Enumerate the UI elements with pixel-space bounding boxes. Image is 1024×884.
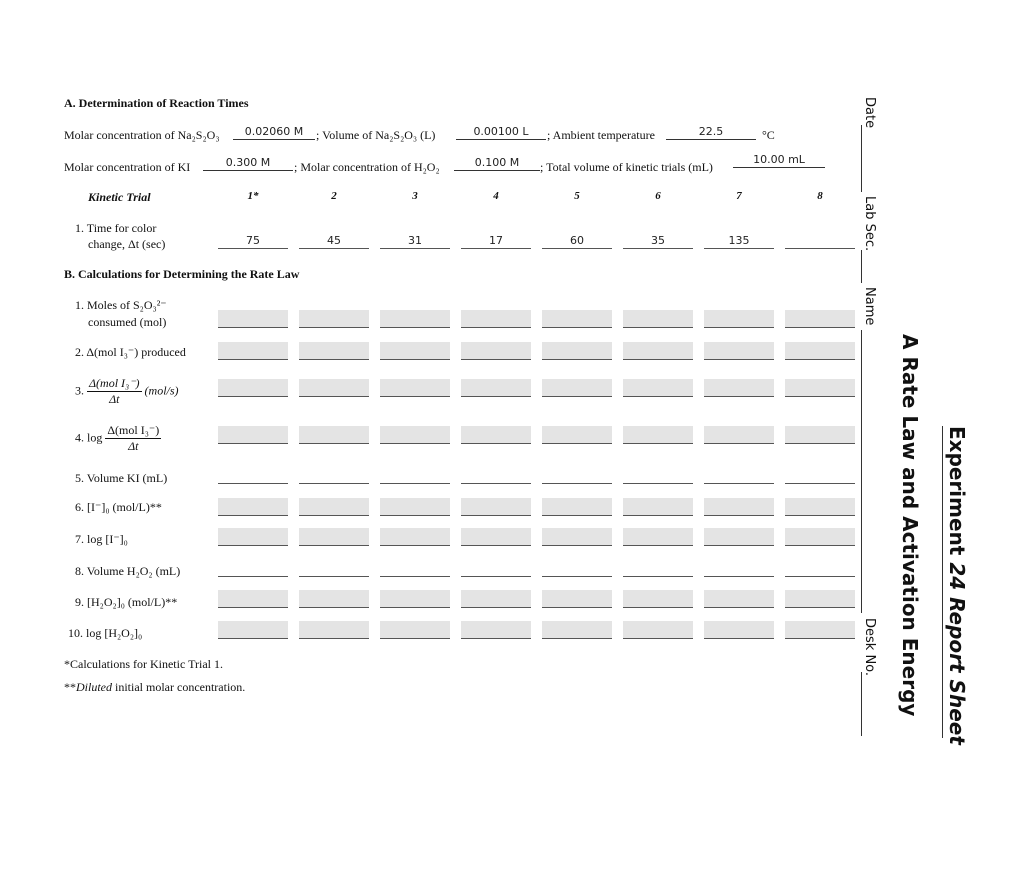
moles-consumed-trial-1-cell[interactable] — [218, 310, 288, 328]
time-label-line2: change, Δt (sec) — [88, 237, 166, 251]
trial-7-header: 7 — [736, 190, 742, 202]
footnote-2-stars: ** — [64, 680, 76, 694]
trial-1-header: 1* — [247, 190, 259, 202]
time-label-line1: 1. Time for color — [75, 221, 157, 235]
iodide-conc-trial-6-cell[interactable] — [623, 498, 693, 516]
volume-h2o2-trial-5-cell[interactable] — [542, 576, 612, 577]
trial-6-header: 6 — [655, 190, 661, 202]
moles-consumed-trial-7-cell[interactable] — [704, 310, 774, 328]
volume-ki-trial-2-cell[interactable] — [299, 483, 369, 484]
log-iodide-trial-7-cell[interactable] — [704, 528, 774, 546]
iodide-conc-trial-5-cell[interactable] — [542, 498, 612, 516]
peroxide-conc-trial-2-cell[interactable] — [299, 590, 369, 608]
time-trial-6: 35 — [623, 234, 693, 249]
kinetic-trial-header: Kinetic Trial — [88, 190, 151, 204]
row6-label: 6. [I⁻]₀ (mol/L)** — [75, 500, 162, 514]
peroxide-conc-trial-5-cell[interactable] — [542, 590, 612, 608]
volume-h2o2-trial-6-cell[interactable] — [623, 576, 693, 577]
trial-4-header: 4 — [493, 190, 499, 202]
h2o2-concentration-value: 0.100 M — [454, 156, 540, 171]
rate-trial-6-cell[interactable] — [623, 379, 693, 397]
temperature-unit: °C — [762, 128, 775, 142]
iodide-conc-trial-7-cell[interactable] — [704, 498, 774, 516]
row3-fraction — [87, 376, 142, 407]
date-line — [861, 125, 862, 192]
log-rate-trial-2-cell[interactable] — [299, 426, 369, 444]
row1-label-line2: consumed (mol) — [88, 315, 167, 329]
volume-h2o2-trial-4-cell[interactable] — [461, 576, 531, 577]
log-rate-trial-1-cell[interactable] — [218, 426, 288, 444]
row4-fraction — [105, 423, 161, 454]
experiment-title — [945, 426, 969, 745]
section-a-title: A. Determination of Reaction Times — [64, 96, 249, 110]
iodide-conc-trial-1-cell[interactable] — [218, 498, 288, 516]
date-label: Date — [862, 97, 877, 129]
total-volume-value: 10.00 mL — [733, 153, 825, 168]
mol-produced-trial-2-cell[interactable] — [299, 342, 369, 360]
row4-denominator: Δt — [128, 439, 139, 453]
peroxide-conc-trial-6-cell[interactable] — [623, 590, 693, 608]
rate-trial-4-cell[interactable] — [461, 379, 531, 397]
row2-label: 2. Δ(mol I₃⁻) produced — [75, 345, 186, 359]
log-iodide-trial-3-cell[interactable] — [380, 528, 450, 546]
experiment-subtitle: A Rate Law and Activation Energy — [898, 334, 922, 717]
rate-trial-1-cell[interactable] — [218, 379, 288, 397]
moles-consumed-trial-5-cell[interactable] — [542, 310, 612, 328]
peroxide-conc-trial-3-cell[interactable] — [380, 590, 450, 608]
row10-label: 10. log [H₂O₂]₀ — [68, 626, 143, 640]
moles-consumed-trial-6-cell[interactable] — [623, 310, 693, 328]
peroxide-conc-trial-4-cell[interactable] — [461, 590, 531, 608]
ambient-temperature-label: ; Ambient temperature — [547, 128, 655, 142]
footnote-2-emphasis: Diluted — [76, 680, 112, 694]
row9-label: 9. [H₂O₂]₀ (mol/L)** — [75, 595, 178, 609]
volume-ki-trial-1-cell[interactable] — [218, 483, 288, 484]
log-iodide-trial-1-cell[interactable] — [218, 528, 288, 546]
title-rule — [942, 426, 943, 738]
volume-ki-trial-8-cell[interactable] — [785, 483, 855, 484]
experiment-title-prefix: Experiment — [945, 426, 969, 563]
volume-ki-trial-4-cell[interactable] — [461, 483, 531, 484]
iodide-conc-trial-3-cell[interactable] — [380, 498, 450, 516]
report-sheet-label: Report Sheet — [945, 590, 969, 745]
name-line — [861, 330, 862, 613]
trial-3-header: 3 — [412, 190, 418, 202]
footnote-1: *Calculations for Kinetic Trial 1. — [64, 657, 223, 671]
mol-produced-trial-8-cell[interactable] — [785, 342, 855, 360]
ki-concentration-value: 0.300 M — [203, 156, 293, 171]
row3-denominator: Δt — [109, 392, 120, 406]
iodide-conc-trial-8-cell[interactable] — [785, 498, 855, 516]
row4-label — [75, 423, 161, 454]
volume-h2o2-trial-7-cell[interactable] — [704, 576, 774, 577]
lab-sec-label: Lab Sec. — [862, 196, 877, 252]
time-trial-4: 17 — [461, 234, 531, 249]
row8-label: 8. Volume H₂O₂ (mL) — [75, 564, 181, 578]
log-peroxide-trial-4-cell[interactable] — [461, 621, 531, 639]
log-peroxide-trial-2-cell[interactable] — [299, 621, 369, 639]
peroxide-conc-trial-7-cell[interactable] — [704, 590, 774, 608]
log-peroxide-trial-8-cell[interactable] — [785, 621, 855, 639]
na2s2o3-concentration-label: Molar concentration of Na₂S₂O₃ — [64, 128, 220, 142]
row4-numerator: Δ(mol I₃⁻) — [107, 423, 160, 437]
log-rate-trial-3-cell[interactable] — [380, 426, 450, 444]
volume-h2o2-trial-3-cell[interactable] — [380, 576, 450, 577]
trial-2-header: 2 — [331, 190, 337, 202]
row3-label — [75, 376, 179, 407]
log-rate-trial-5-cell[interactable] — [542, 426, 612, 444]
time-trial-7: 135 — [704, 234, 774, 249]
peroxide-conc-trial-1-cell[interactable] — [218, 590, 288, 608]
time-trial-1: 75 — [218, 234, 288, 249]
desk-no-label: Desk No. — [862, 618, 877, 677]
footnote-2 — [64, 680, 245, 695]
desk-no-line — [861, 672, 862, 736]
na2s2o3-volume-value: 0.00100 L — [456, 125, 546, 140]
volume-ki-trial-5-cell[interactable] — [542, 483, 612, 484]
log-peroxide-trial-1-cell[interactable] — [218, 621, 288, 639]
rate-trial-8-cell[interactable] — [785, 379, 855, 397]
na2s2o3-volume-label: ; Volume of Na₂S₂O₃ (L) — [316, 128, 436, 142]
row4-prefix: 4. log — [75, 430, 103, 445]
volume-ki-trial-3-cell[interactable] — [380, 483, 450, 484]
ki-concentration-label: Molar concentration of KI — [64, 160, 191, 174]
log-rate-trial-8-cell[interactable] — [785, 426, 855, 444]
iodide-conc-trial-4-cell[interactable] — [461, 498, 531, 516]
trial-8-header: 8 — [817, 190, 823, 202]
moles-consumed-trial-2-cell[interactable] — [299, 310, 369, 328]
volume-ki-trial-7-cell[interactable] — [704, 483, 774, 484]
rate-trial-5-cell[interactable] — [542, 379, 612, 397]
log-peroxide-trial-3-cell[interactable] — [380, 621, 450, 639]
mol-produced-trial-7-cell[interactable] — [704, 342, 774, 360]
na2s2o3-concentration-value: 0.02060 M — [233, 125, 315, 140]
lab-sec-line — [861, 250, 862, 283]
log-peroxide-trial-5-cell[interactable] — [542, 621, 612, 639]
row5-label: 5. Volume KI (mL) — [75, 471, 168, 485]
log-iodide-trial-8-cell[interactable] — [785, 528, 855, 546]
log-rate-trial-6-cell[interactable] — [623, 426, 693, 444]
row7-label: 7. log [I⁻]₀ — [75, 532, 128, 546]
ambient-temperature-value: 22.5 — [666, 125, 756, 140]
log-rate-trial-7-cell[interactable] — [704, 426, 774, 444]
rate-trial-3-cell[interactable] — [380, 379, 450, 397]
section-b-title: B. Calculations for Determining the Rate Law — [64, 267, 300, 281]
log-peroxide-trial-7-cell[interactable] — [704, 621, 774, 639]
log-iodide-trial-4-cell[interactable] — [461, 528, 531, 546]
moles-consumed-trial-8-cell[interactable] — [785, 310, 855, 328]
volume-h2o2-trial-1-cell[interactable] — [218, 576, 288, 577]
name-label: Name — [862, 287, 877, 326]
footnote-2-text: initial molar concentration. — [112, 680, 246, 694]
mol-produced-trial-3-cell[interactable] — [380, 342, 450, 360]
log-peroxide-trial-6-cell[interactable] — [623, 621, 693, 639]
volume-h2o2-trial-2-cell[interactable] — [299, 576, 369, 577]
experiment-number: 24 — [945, 562, 969, 591]
mol-produced-trial-4-cell[interactable] — [461, 342, 531, 360]
time-trial-8 — [785, 234, 855, 249]
log-rate-trial-4-cell[interactable] — [461, 426, 531, 444]
volume-ki-trial-6-cell[interactable] — [623, 483, 693, 484]
mol-produced-trial-1-cell[interactable] — [218, 342, 288, 360]
row3-prefix: 3. — [75, 383, 84, 398]
moles-consumed-trial-4-cell[interactable] — [461, 310, 531, 328]
trial-5-header: 5 — [574, 190, 580, 202]
rate-trial-7-cell[interactable] — [704, 379, 774, 397]
volume-h2o2-trial-8-cell[interactable] — [785, 576, 855, 577]
mol-produced-trial-6-cell[interactable] — [623, 342, 693, 360]
mol-produced-trial-5-cell[interactable] — [542, 342, 612, 360]
time-trial-2: 45 — [299, 234, 369, 249]
time-trial-3: 31 — [380, 234, 450, 249]
total-volume-label: ; Total volume of kinetic trials (mL) — [540, 160, 713, 174]
log-iodide-trial-6-cell[interactable] — [623, 528, 693, 546]
log-iodide-trial-5-cell[interactable] — [542, 528, 612, 546]
time-trial-5: 60 — [542, 234, 612, 249]
row3-numerator: Δ(mol I₃⁻) — [89, 376, 140, 390]
log-iodide-trial-2-cell[interactable] — [299, 528, 369, 546]
row3-unit: (mol/s) — [144, 383, 179, 398]
peroxide-conc-trial-8-cell[interactable] — [785, 590, 855, 608]
iodide-conc-trial-2-cell[interactable] — [299, 498, 369, 516]
rate-trial-2-cell[interactable] — [299, 379, 369, 397]
h2o2-concentration-label: ; Molar concentration of H₂O₂ — [294, 160, 440, 174]
moles-consumed-trial-3-cell[interactable] — [380, 310, 450, 328]
row1-label-line1: 1. Moles of S₂O₃²⁻ — [75, 298, 167, 312]
